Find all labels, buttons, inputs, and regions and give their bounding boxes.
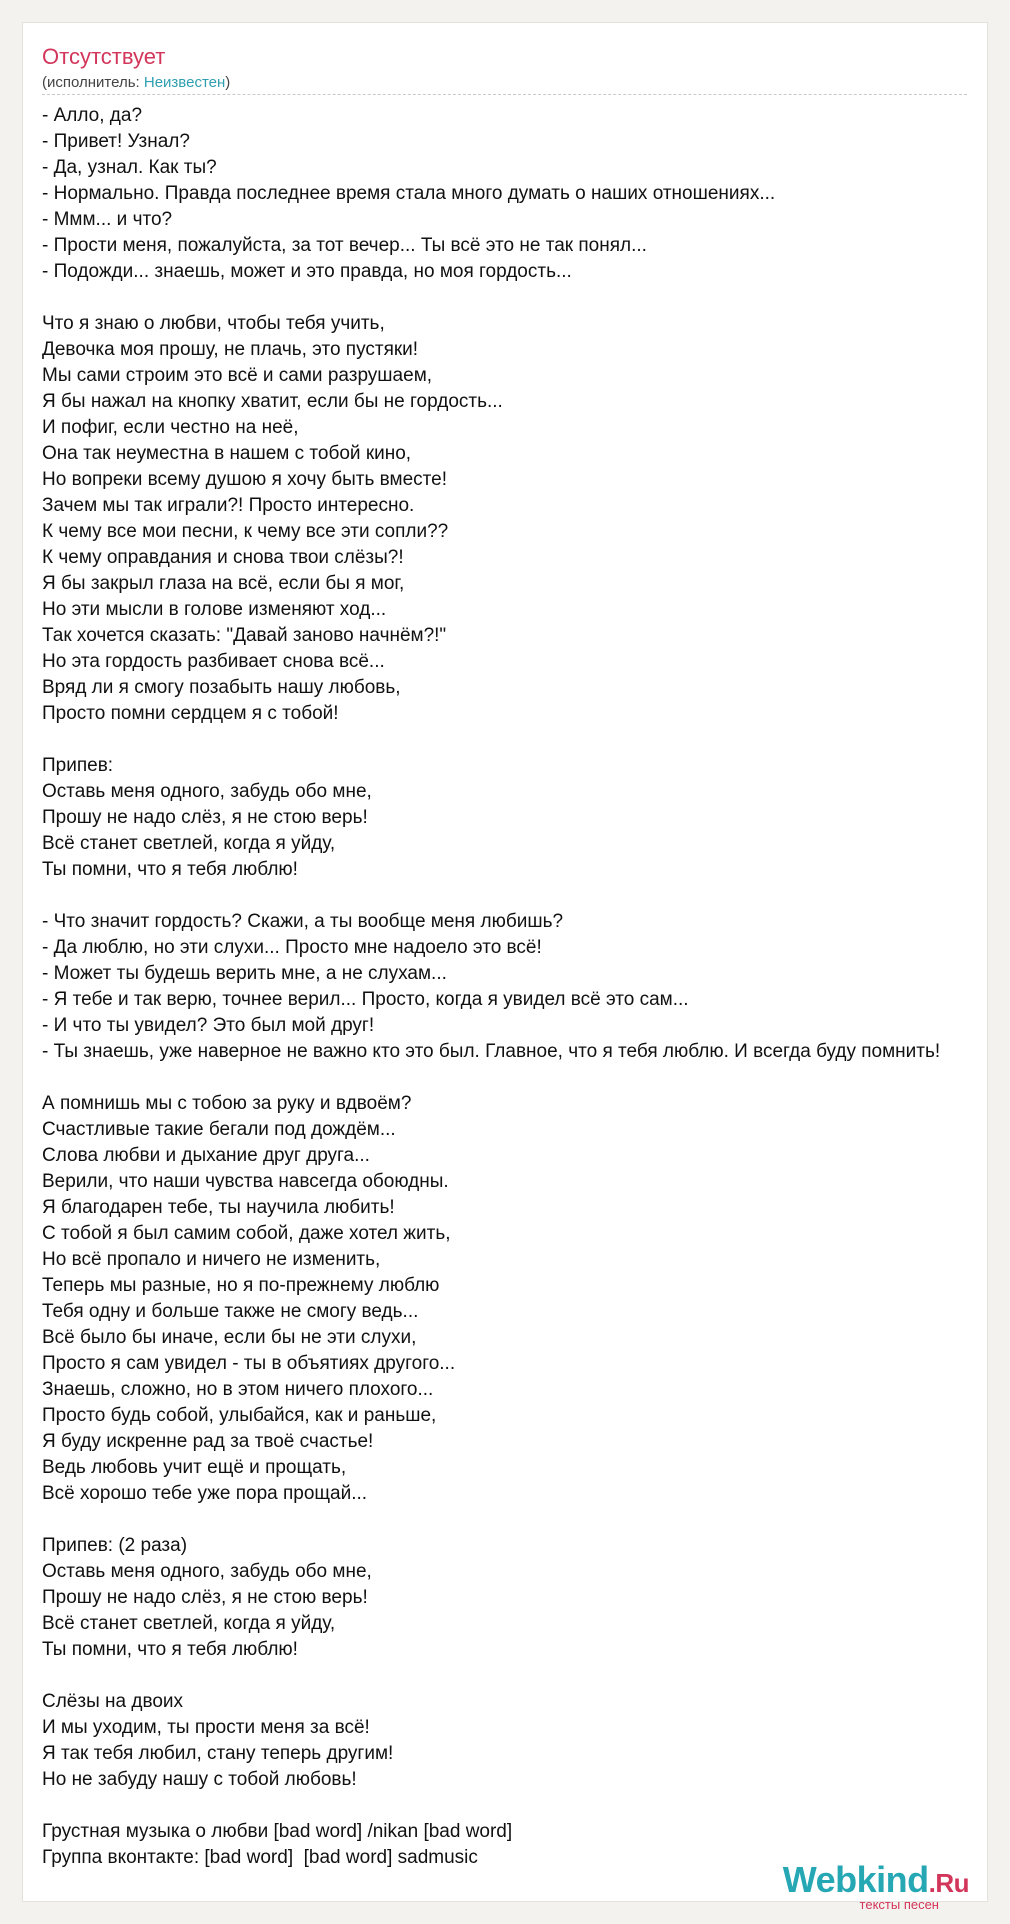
- lyrics-line: Я благодарен тебе, ты научила любить!: [42, 1197, 395, 1218]
- lyrics-line: К чему оправдания и снова твои слёзы?!: [42, 547, 404, 568]
- lyrics-line: Она так неуместна в нашем с тобой кино,: [42, 443, 412, 464]
- lyrics-blank-line: [42, 727, 940, 753]
- lyrics-line: И мы уходим, ты прости меня за всё!: [42, 1717, 370, 1738]
- lyrics-line: Я бы закрыл глаза на всё, если бы я мог,: [42, 573, 405, 594]
- lyrics-blank-line: [42, 1065, 940, 1091]
- lyrics-line: - Алло, да?: [42, 105, 143, 126]
- lyrics-line: Всё станет светлей, когда я уйду,: [42, 1613, 336, 1634]
- lyrics-line: Но всё пропало и ничего не изменить,: [42, 1249, 381, 1270]
- lyrics-line: Грустная музыка о любви [bad word] /nikan [bad word]: [42, 1821, 513, 1842]
- lyrics-line: Вряд ли я смогу позабыть нашу любовь,: [42, 677, 401, 698]
- lyrics-line: Но эти мысли в голове изменяют ход...: [42, 599, 387, 620]
- logo-tagline: тексты песен: [859, 1897, 939, 1912]
- lyrics-line: Припев:: [42, 755, 114, 776]
- artist-link[interactable]: Неизвестен: [143, 74, 226, 91]
- lyrics-line: Счастливые такие бегали под дождём...: [42, 1119, 396, 1140]
- lyrics-line: - Да, узнал. Как ты?: [42, 157, 217, 178]
- lyrics-line: Оставь меня одного, забудь обо мне,: [42, 1561, 372, 1582]
- lyrics-line: Просто будь собой, улыбайся, как и раньше,: [42, 1405, 437, 1426]
- lyrics-line: - Нормально. Правда последнее время стала много думать о наших отношениях...: [42, 183, 776, 204]
- lyrics-line: - Прости меня, пожалуйста, за тот вечер... Ты всё это не так понял...: [42, 235, 647, 256]
- lyrics-line: Теперь мы разные, но я по-прежнему люблю: [42, 1275, 440, 1296]
- lyrics-line: Слова любви и дыхание друг друга...: [42, 1145, 370, 1166]
- lyrics-line: Ты помни, что я тебя люблю!: [42, 1639, 298, 1660]
- lyrics-text: [42, 103, 940, 1871]
- lyrics-line: И пофиг, если честно на неё,: [42, 417, 299, 438]
- lyrics-line: Просто помни сердцем я с тобой!: [42, 703, 339, 724]
- lyrics-blank-line: [42, 1793, 940, 1819]
- lyrics-blank-line: [42, 1507, 940, 1533]
- lyrics-line: Прошу не надо слёз, я не стою верь!: [42, 1587, 368, 1608]
- artist-suffix: ): [225, 74, 231, 91]
- lyrics-line: Слёзы на двоих: [42, 1691, 184, 1712]
- lyrics-line: Всё станет светлей, когда я уйду,: [42, 833, 336, 854]
- lyrics-line: Всё было бы иначе, если бы не эти слухи,: [42, 1327, 417, 1348]
- lyrics-line: А помнишь мы с тобою за руку и вдвоём?: [42, 1093, 412, 1114]
- lyrics-line: Верили, что наши чувства навсегда обоюдны.: [42, 1171, 449, 1192]
- lyrics-line: Просто я сам увидел - ты в объятиях другого...: [42, 1353, 456, 1374]
- song-title: Отсутствует: [42, 44, 166, 69]
- lyrics-line: - Ммм... и что?: [42, 209, 173, 230]
- lyrics-blank-line: [42, 1663, 940, 1689]
- lyrics-line: - Ты знаешь, уже наверное не важно кто это был. Главное, что я тебя люблю. И всегда буду помнить!: [42, 1041, 941, 1062]
- lyrics-line: Припев: (2 раза): [42, 1535, 188, 1556]
- lyrics-line: Но вопреки всему душою я хочу быть вместе!: [42, 469, 448, 490]
- lyrics-line: Оставь меня одного, забудь обо мне,: [42, 781, 372, 802]
- lyrics-line: - Я тебе и так верю, точнее верил... Просто, когда я увидел всё это сам...: [42, 989, 689, 1010]
- lyrics-line: Зачем мы так играли?! Просто интересно.: [42, 495, 415, 516]
- title-divider: [42, 94, 967, 95]
- lyrics-line: Я буду искренне рад за твоё счастье!: [42, 1431, 374, 1452]
- lyrics-line: Ты помни, что я тебя люблю!: [42, 859, 298, 880]
- lyrics-line: Девочка моя прошу, не плачь, это пустяки!: [42, 339, 419, 360]
- lyrics-line: Всё хорошо тебе уже пора прощай...: [42, 1483, 368, 1504]
- lyrics-line: Группа вконтакте: [bad word] [bad word] sadmusic: [42, 1847, 478, 1868]
- logo-name: Webkind: [782, 1859, 929, 1900]
- lyrics-line: Я так тебя любил, стану теперь другим!: [42, 1743, 394, 1764]
- lyrics-line: Знаешь, сложно, но в этом ничего плохого...: [42, 1379, 434, 1400]
- site-logo[interactable]: [783, 1861, 969, 1912]
- lyrics-line: Но не забуду нашу с тобой любовь!: [42, 1769, 357, 1790]
- artist-prefix: (исполнитель:: [42, 74, 144, 91]
- lyrics-line: - Подожди... знаешь, может и это правда, но моя гордость...: [42, 261, 572, 282]
- lyrics-line: Мы сами строим это всё и сами разрушаем,: [42, 365, 433, 386]
- lyrics-line: Но эта гордость разбивает снова всё...: [42, 651, 385, 672]
- lyrics-line: Ведь любовь учит ещё и прощать,: [42, 1457, 347, 1478]
- lyrics-line: - Может ты будешь верить мне, а не слухам...: [42, 963, 447, 984]
- lyrics-line: Тебя одну и больше также не смогу ведь...: [42, 1301, 419, 1322]
- lyrics-blank-line: [42, 285, 940, 311]
- lyrics-line: - Да люблю, но эти слухи... Просто мне надоело это всё!: [42, 937, 542, 958]
- lyrics-blank-line: [42, 883, 940, 909]
- logo-wordmark: [783, 1861, 969, 1902]
- lyrics-line: С тобой я был самим собой, даже хотел жить,: [42, 1223, 451, 1244]
- lyrics-line: Так хочется сказать: "Давай заново начнём?!": [42, 625, 447, 646]
- lyrics-line: Прошу не надо слёз, я не стою верь!: [42, 807, 368, 828]
- lyrics-line: - Что значит гордость? Скажи, а ты вообще меня любишь?: [42, 911, 564, 932]
- lyrics-card: [22, 22, 988, 1912]
- artist-line: [42, 73, 230, 93]
- lyrics-line: Я бы нажал на кнопку хватит, если бы не гордость...: [42, 391, 503, 412]
- logo-tld: .Ru: [928, 1868, 969, 1898]
- lyrics-line: Что я знаю о любви, чтобы тебя учить,: [42, 313, 385, 334]
- lyrics-line: - И что ты увидел? Это был мой друг!: [42, 1015, 375, 1036]
- lyrics-line: К чему все мои песни, к чему все эти сопли??: [42, 521, 449, 542]
- lyrics-line: - Привет! Узнал?: [42, 131, 190, 152]
